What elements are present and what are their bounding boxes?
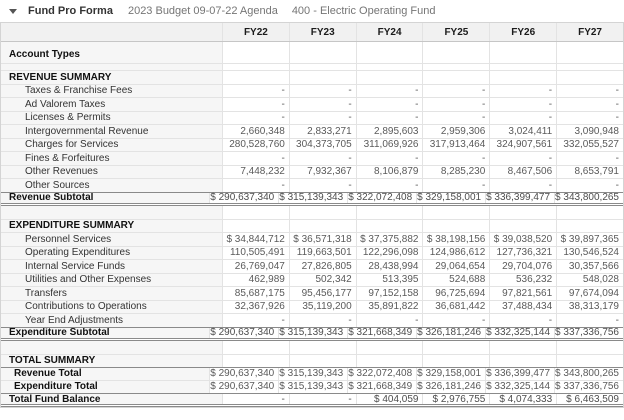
cell-value xyxy=(357,64,424,70)
cell-value: - xyxy=(615,112,619,124)
row-label: REVENUE SUMMARY xyxy=(1,71,223,84)
cell-value xyxy=(290,42,357,63)
cell-value xyxy=(490,355,557,368)
row-label: Year End Adjustments xyxy=(1,314,223,327)
cell-value: 8,106,879 xyxy=(357,166,424,179)
cell-value: 29,064,654 xyxy=(423,260,490,273)
cell-value: 3,090,948 xyxy=(574,125,619,137)
cell-value: 2,895,603 xyxy=(357,125,424,138)
cell-value: 2,660,348 xyxy=(223,125,290,138)
cell-value: $ 337,336,756 xyxy=(555,327,619,338)
cell-value: - xyxy=(490,152,557,165)
cell-value: $ 404,059 xyxy=(357,394,424,404)
cell-value: - xyxy=(223,152,290,165)
row-label: Total Fund Balance xyxy=(1,394,223,404)
table-row xyxy=(1,327,623,341)
cell-value: - xyxy=(615,85,619,97)
row-label: Revenue Subtotal xyxy=(1,193,210,203)
cell-value: 513,395 xyxy=(357,274,424,287)
cell-value: - xyxy=(290,152,357,165)
cell-value: $ 36,571,318 xyxy=(290,233,357,246)
cell-value: 97,674,094 xyxy=(568,287,619,299)
cell-value: 2,833,271 xyxy=(290,125,357,138)
row-label: TOTAL SUMMARY xyxy=(1,355,223,368)
table-row xyxy=(1,152,623,166)
cell-value: 26,769,047 xyxy=(223,260,290,273)
cell-value: 280,528,760 xyxy=(223,139,290,152)
cell-value: - xyxy=(615,152,619,164)
cell-value: $ 321,668,349 xyxy=(348,328,417,338)
cell-value: 311,069,926 xyxy=(357,139,424,152)
cell-value: - xyxy=(290,314,357,327)
cell-value: $ 332,325,144 xyxy=(486,328,555,338)
cell-value xyxy=(423,355,490,368)
cell-value: - xyxy=(490,98,557,111)
cell-value: $ 6,463,509 xyxy=(566,393,619,405)
cell-value xyxy=(423,220,490,233)
cell-value: - xyxy=(290,179,357,192)
cell-value: $ 329,158,001 xyxy=(417,368,486,380)
row-label: Expenditure Total xyxy=(1,381,210,394)
table-row xyxy=(1,42,623,64)
column-header: FY26 xyxy=(490,23,557,41)
cell-value: 35,119,200 xyxy=(290,301,357,314)
cell-value: $ 290,637,340 xyxy=(210,328,279,338)
cell-value: 35,891,822 xyxy=(357,301,424,314)
cell-value: - xyxy=(223,85,290,98)
row-label xyxy=(1,64,223,70)
budget-name: 2023 Budget 09-07-22 Agenda xyxy=(127,5,278,17)
table-body xyxy=(1,42,623,407)
cell-value xyxy=(357,341,424,354)
report-header xyxy=(0,0,624,22)
cell-value xyxy=(290,341,357,354)
row-label: Internal Service Funds xyxy=(1,260,223,273)
cell-value: - xyxy=(357,152,424,165)
cell-value: 124,986,612 xyxy=(423,247,490,260)
cell-value xyxy=(557,64,623,70)
cell-value: - xyxy=(223,112,290,125)
cell-value xyxy=(423,71,490,84)
cell-value: - xyxy=(223,98,290,111)
cell-value: 37,488,434 xyxy=(490,301,557,314)
column-header: FY25 xyxy=(423,23,490,41)
cell-value: - xyxy=(223,314,290,327)
cell-value xyxy=(357,71,424,84)
collapse-caret-icon[interactable] xyxy=(9,9,17,14)
cell-value: - xyxy=(357,98,424,111)
cell-value: $ 315,139,343 xyxy=(279,193,348,203)
table-row xyxy=(1,381,623,395)
cell-value: 32,367,926 xyxy=(223,301,290,314)
table-row xyxy=(1,220,623,234)
cell-value: - xyxy=(490,314,557,327)
cell-value xyxy=(490,71,557,84)
cell-value xyxy=(423,341,490,354)
row-label: Transfers xyxy=(1,287,223,300)
pro-forma-table xyxy=(0,22,624,408)
cell-value: 317,913,464 xyxy=(423,139,490,152)
cell-value: 8,467,506 xyxy=(490,166,557,179)
row-label: Ad Valorem Taxes xyxy=(1,98,223,111)
cell-value: $ 39,038,520 xyxy=(490,233,557,246)
cell-value: 462,989 xyxy=(223,274,290,287)
cell-value: 95,456,177 xyxy=(290,287,357,300)
table-row xyxy=(1,260,623,274)
cell-value: - xyxy=(490,85,557,98)
cell-value: - xyxy=(423,314,490,327)
cell-value: $ 326,181,246 xyxy=(417,328,486,338)
cell-value: - xyxy=(490,112,557,125)
row-label: Contributions to Operations xyxy=(1,301,223,314)
cell-value: - xyxy=(423,112,490,125)
cell-value: 7,932,367 xyxy=(290,166,357,179)
cell-value xyxy=(223,71,290,84)
cell-value xyxy=(557,355,623,368)
table-row xyxy=(1,301,623,315)
cell-value: $ 290,637,340 xyxy=(210,193,279,203)
row-label: Expenditure Subtotal xyxy=(1,328,210,338)
row-label: Utilities and Other Expenses xyxy=(1,274,223,287)
cell-value xyxy=(223,64,290,70)
table-row xyxy=(1,71,623,85)
cell-value: $ 315,139,343 xyxy=(279,368,348,380)
cell-value xyxy=(557,42,623,63)
row-label: Operating Expenditures xyxy=(1,247,223,260)
cell-value xyxy=(490,341,557,354)
cell-value: $ 322,072,408 xyxy=(348,193,417,203)
cell-value: 85,687,175 xyxy=(223,287,290,300)
table-row xyxy=(1,179,623,193)
cell-value xyxy=(423,42,490,63)
cell-value: $ 39,897,365 xyxy=(560,233,619,245)
cell-value xyxy=(357,42,424,63)
cell-value: - xyxy=(357,179,424,192)
row-label: Account Types xyxy=(1,42,223,63)
table-row xyxy=(1,192,623,206)
cell-value: 110,505,491 xyxy=(223,247,290,260)
cell-value: $ 37,375,882 xyxy=(357,233,424,246)
cell-value: $ 321,668,349 xyxy=(348,381,417,394)
cell-value xyxy=(490,64,557,70)
cell-value: 130,546,524 xyxy=(563,247,619,259)
cell-value xyxy=(223,341,290,354)
cell-value: 2,959,306 xyxy=(423,125,490,138)
cell-value: 122,296,098 xyxy=(357,247,424,260)
cell-value: - xyxy=(615,98,619,110)
cell-value: 548,028 xyxy=(582,274,619,286)
table-row xyxy=(1,314,623,328)
row-label: Licenses & Permits xyxy=(1,112,223,125)
cell-value: 119,663,501 xyxy=(290,247,357,260)
cell-value: 3,024,411 xyxy=(490,125,557,138)
header-label-cell xyxy=(1,23,223,41)
cell-value xyxy=(490,220,557,233)
cell-value: - xyxy=(290,98,357,111)
row-label: Revenue Total xyxy=(1,368,210,380)
row-label: Charges for Services xyxy=(1,139,223,152)
row-label xyxy=(1,206,223,219)
cell-value: - xyxy=(423,179,490,192)
cell-value xyxy=(223,220,290,233)
cell-value xyxy=(557,206,623,219)
spacer-row xyxy=(1,64,623,71)
cell-value: 127,736,321 xyxy=(490,247,557,260)
page-title: Fund Pro Forma xyxy=(28,5,113,17)
spacer-row xyxy=(1,341,623,355)
cell-value xyxy=(423,64,490,70)
cell-value: - xyxy=(615,314,619,326)
cell-value: $ 290,637,340 xyxy=(210,368,279,380)
cell-value xyxy=(223,355,290,368)
cell-value: $ 343,800,265 xyxy=(555,368,619,380)
column-header: FY22 xyxy=(223,23,290,41)
cell-value: 8,285,230 xyxy=(423,166,490,179)
cell-value xyxy=(557,71,623,84)
table-row xyxy=(1,233,623,247)
cell-value: $ 329,158,001 xyxy=(417,193,486,203)
row-label: Other Revenues xyxy=(1,166,223,179)
cell-value: $ 315,139,343 xyxy=(279,328,348,338)
table-row xyxy=(1,98,623,112)
cell-value: - xyxy=(357,85,424,98)
cell-value: $ 326,181,246 xyxy=(417,381,486,394)
cell-value: 7,448,232 xyxy=(223,166,290,179)
cell-value: 96,725,694 xyxy=(423,287,490,300)
cell-value: - xyxy=(290,112,357,125)
cell-value xyxy=(357,355,424,368)
cell-value: - xyxy=(357,314,424,327)
cell-value xyxy=(490,206,557,219)
cell-value: - xyxy=(290,85,357,98)
cell-value: $ 34,844,712 xyxy=(223,233,290,246)
cell-value: 502,342 xyxy=(290,274,357,287)
cell-value: $ 336,399,477 xyxy=(486,368,555,380)
table-row xyxy=(1,393,623,407)
table-row xyxy=(1,367,623,381)
cell-value: $ 336,399,477 xyxy=(486,193,555,203)
row-label: Taxes & Franchise Fees xyxy=(1,85,223,98)
cell-value: 38,313,179 xyxy=(568,301,619,313)
cell-value: $ 315,139,343 xyxy=(279,381,348,394)
cell-value: - xyxy=(290,394,357,404)
cell-value xyxy=(490,42,557,63)
row-label: Intergovernmental Revenue xyxy=(1,125,223,138)
spacer-row xyxy=(1,206,623,220)
cell-value: 30,357,566 xyxy=(568,260,619,272)
cell-value: 36,681,442 xyxy=(423,301,490,314)
cell-value xyxy=(223,42,290,63)
fund-name: 400 - Electric Operating Fund xyxy=(291,5,436,17)
cell-value xyxy=(290,206,357,219)
table-row xyxy=(1,125,623,139)
cell-value xyxy=(290,355,357,368)
table-row xyxy=(1,139,623,153)
table-row xyxy=(1,166,623,180)
cell-value: - xyxy=(615,179,619,191)
cell-value: - xyxy=(357,112,424,125)
cell-value: $ 332,325,144 xyxy=(486,381,555,394)
cell-value xyxy=(290,71,357,84)
cell-value: 29,704,076 xyxy=(490,260,557,273)
cell-value: $ 38,198,156 xyxy=(423,233,490,246)
cell-value xyxy=(357,220,424,233)
cell-value: 304,373,705 xyxy=(290,139,357,152)
cell-value: - xyxy=(423,98,490,111)
column-header: FY23 xyxy=(290,23,357,41)
column-header: FY24 xyxy=(357,23,424,41)
table-row xyxy=(1,355,623,369)
cell-value: - xyxy=(490,179,557,192)
table-row xyxy=(1,85,623,99)
row-label xyxy=(1,341,223,354)
column-header: FY27 xyxy=(578,26,602,38)
cell-value: $ 343,800,265 xyxy=(555,192,619,203)
cell-value xyxy=(557,341,623,354)
cell-value: $ 2,976,755 xyxy=(423,394,490,404)
cell-value xyxy=(290,64,357,70)
row-label: EXPENDITURE SUMMARY xyxy=(1,220,223,233)
cell-value: 324,907,561 xyxy=(490,139,557,152)
cell-value xyxy=(557,220,623,233)
cell-value: 536,232 xyxy=(490,274,557,287)
table-row xyxy=(1,274,623,288)
cell-value: - xyxy=(223,179,290,192)
cell-value: - xyxy=(423,85,490,98)
cell-value xyxy=(357,206,424,219)
table-row xyxy=(1,112,623,126)
table-header-row xyxy=(1,23,623,42)
cell-value: $ 4,074,333 xyxy=(490,394,557,404)
row-label: Fines & Forfeitures xyxy=(1,152,223,165)
row-label: Personnel Services xyxy=(1,233,223,246)
cell-value: 27,826,805 xyxy=(290,260,357,273)
cell-value: - xyxy=(223,394,290,404)
cell-value: $ 290,637,340 xyxy=(210,381,279,394)
table-row xyxy=(1,247,623,261)
cell-value: 8,653,791 xyxy=(574,166,619,178)
cell-value: 524,688 xyxy=(423,274,490,287)
cell-value xyxy=(290,220,357,233)
cell-value: - xyxy=(423,152,490,165)
cell-value: 97,821,561 xyxy=(490,287,557,300)
row-label: Other Sources xyxy=(1,179,223,192)
cell-value: $ 337,336,756 xyxy=(555,381,619,393)
cell-value: 28,438,994 xyxy=(357,260,424,273)
cell-value: 332,055,527 xyxy=(563,139,619,151)
cell-value xyxy=(223,206,290,219)
cell-value xyxy=(423,206,490,219)
cell-value: 97,152,158 xyxy=(357,287,424,300)
table-row xyxy=(1,287,623,301)
cell-value: $ 322,072,408 xyxy=(348,368,417,380)
